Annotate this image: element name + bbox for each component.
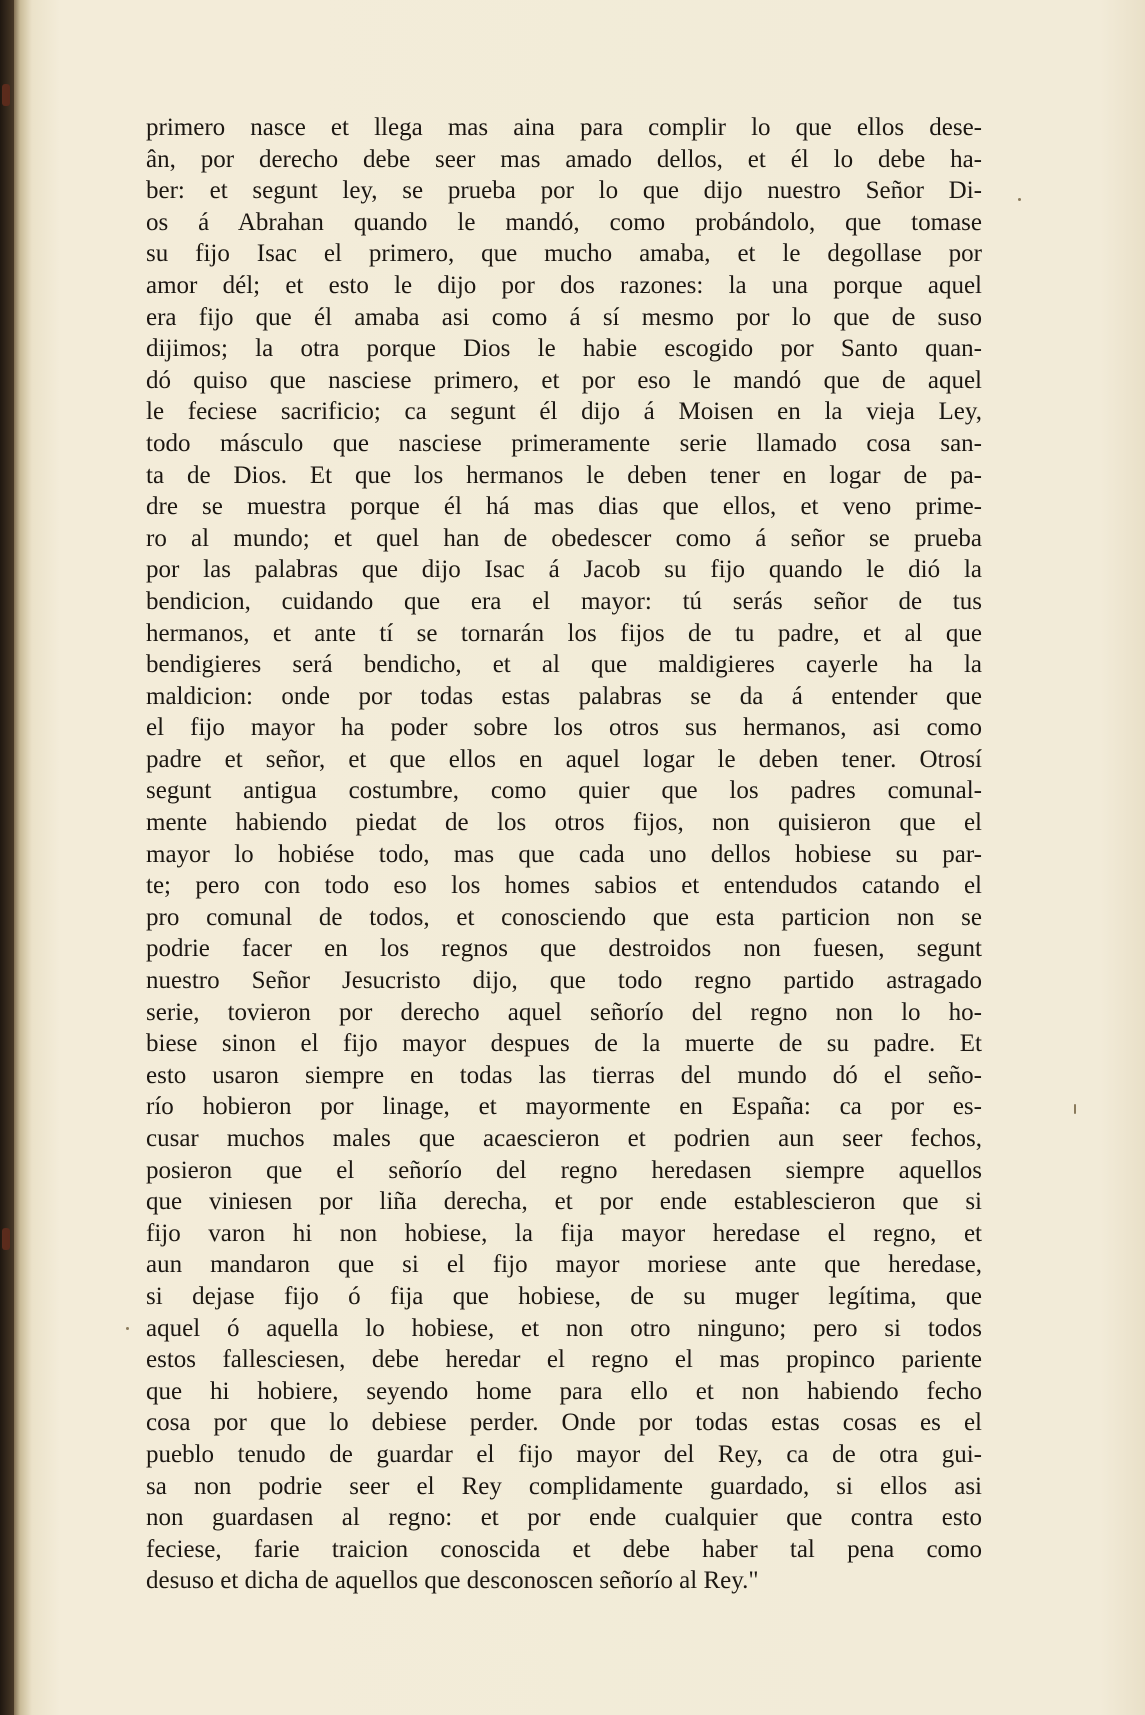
text-line: estos fallesciesen, debe heredar el regno el mas propinco pariente (146, 1346, 982, 1374)
text-line: aun mandaron que si el fijo mayor moriese ante que heredase, (146, 1251, 982, 1279)
text-line: mayor lo hobiése todo, mas que cada uno dellos hobiese su par- (146, 840, 982, 868)
text-line: dre se muestra porque él há mas dias que ellos, et veno prime- (146, 493, 982, 521)
text-line: sa non podrie seer el Rey complidamente guardado, si ellos asi (146, 1472, 982, 1500)
text-line: nuestro Señor Jesucristo dijo, que todo regno partido astragado (146, 967, 982, 995)
text-line: os á Abrahan quando le mandó, como probándolo, que tomase (146, 208, 982, 236)
document-body (146, 112, 982, 1597)
text-line: por las palabras que dijo Isac á Jacob su fijo quando le dió la (146, 556, 982, 584)
text-line: mente habiendo piedat de los otros fijos, non quisieron que el (146, 809, 982, 837)
text-line: bendigieres será bendicho, et al que maldigieres cayerle ha la (146, 651, 982, 679)
text-line: segunt antigua costumbre, como quier que los padres comunal- (146, 777, 982, 805)
text-line: fijo varon hi non hobiese, la fija mayor heredase el regno, et (146, 1219, 982, 1247)
text-line: pueblo tenudo de guardar el fijo mayor del Rey, ca de otra gui- (146, 1440, 982, 1468)
paper-speck (1074, 1104, 1076, 1114)
text-line: hermanos, et ante tí se tornarán los fijos de tu padre, et al que (146, 619, 982, 647)
text-line: biese sinon el fijo mayor despues de la muerte de su padre. Et (146, 1030, 982, 1058)
text-line: posieron que el señorío del regno heredasen siempre aquellos (146, 1156, 982, 1184)
text-line: primero nasce et llega mas aina para complir lo que ellos dese- (146, 114, 982, 141)
text-line: ân, por derecho debe seer mas amado dellos, et él lo debe ha- (146, 145, 982, 173)
text-line: su fijo Isac el primero, que mucho amaba, et le degollase por (146, 240, 982, 268)
text-line: non guardasen al regno: et por ende cualquier que contra esto (146, 1504, 982, 1532)
text-line: río hobieron por linage, et mayormente en España: ca por es- (146, 1093, 982, 1121)
text-line: aquel ó aquella lo hobiese, et non otro ninguno; pero si todos (146, 1314, 982, 1342)
text-line: esto usaron siempre en todas las tierras del mundo dó el seño- (146, 1061, 982, 1089)
text-line: que viniesen por liña derecha, et por ende establescieron que si (146, 1188, 982, 1216)
text-line: maldicion: onde por todas estas palabras se da á entender que (146, 682, 982, 710)
text-line: podrie facer en los regnos que destroidos non fuesen, segunt (146, 935, 982, 963)
paper-speck (1018, 198, 1021, 201)
paper-speck (126, 1327, 129, 1330)
text-line: padre et señor, et que ellos en aquel logar le deben tener. Otrosí (146, 745, 982, 773)
text-line: desuso et dicha de aquellos que desconoscen señorío al Rey." (146, 1567, 759, 1595)
binding-thread-middle (2, 1228, 10, 1250)
text-line: todo másculo que nasciese primeramente serie llamado cosa san- (146, 429, 982, 457)
text-line: dó quiso que nasciese primero, et por eso le mandó que de aquel (146, 366, 982, 394)
text-line: ber: et segunt ley, se prueba por lo que dijo nuestro Señor Di- (146, 177, 982, 205)
text-line: era fijo que él amaba asi como á sí mesmo por lo que de suso (146, 303, 982, 331)
text-line: amor dél; et esto le dijo por dos razones: la una porque aquel (146, 271, 982, 299)
text-line: el fijo mayor ha poder sobre los otros sus hermanos, asi como (146, 714, 982, 742)
text-line: si dejase fijo ó fija que hobiese, de su muger legítima, que (146, 1282, 982, 1310)
text-line: serie, tovieron por derecho aquel señorío del regno non lo ho- (146, 998, 982, 1026)
binding-thread-top (2, 84, 10, 106)
text-line: ro al mundo; et quel han de obedescer como á señor se prueba (146, 524, 982, 552)
binding-edge (0, 0, 14, 1715)
text-line: dijimos; la otra porque Dios le habie escogido por Santo quan- (146, 335, 982, 363)
text-line: bendicion, cuidando que era el mayor: tú serás señor de tus (146, 587, 982, 615)
text-line: feciese, farie traicion conoscida et debe haber tal pena como (146, 1535, 982, 1563)
text-line: cosa por que lo debiese perder. Onde por todas estas cosas es el (146, 1409, 982, 1437)
text-line: que hi hobiere, seyendo home para ello et non habiendo fecho (146, 1377, 982, 1405)
text-line: cusar muchos males que acaescieron et podrien aun seer fechos, (146, 1125, 982, 1152)
text-line: ta de Dios. Et que los hermanos le deben tener en logar de pa- (146, 461, 982, 489)
text-line: te; pero con todo eso los homes sabios et entendudos catando el (146, 872, 982, 900)
text-line: pro comunal de todos, et conosciendo que esta particion non se (146, 903, 982, 931)
text-line: le feciese sacrificio; ca segunt él dijo á Moisen en la vieja Ley, (146, 398, 982, 426)
